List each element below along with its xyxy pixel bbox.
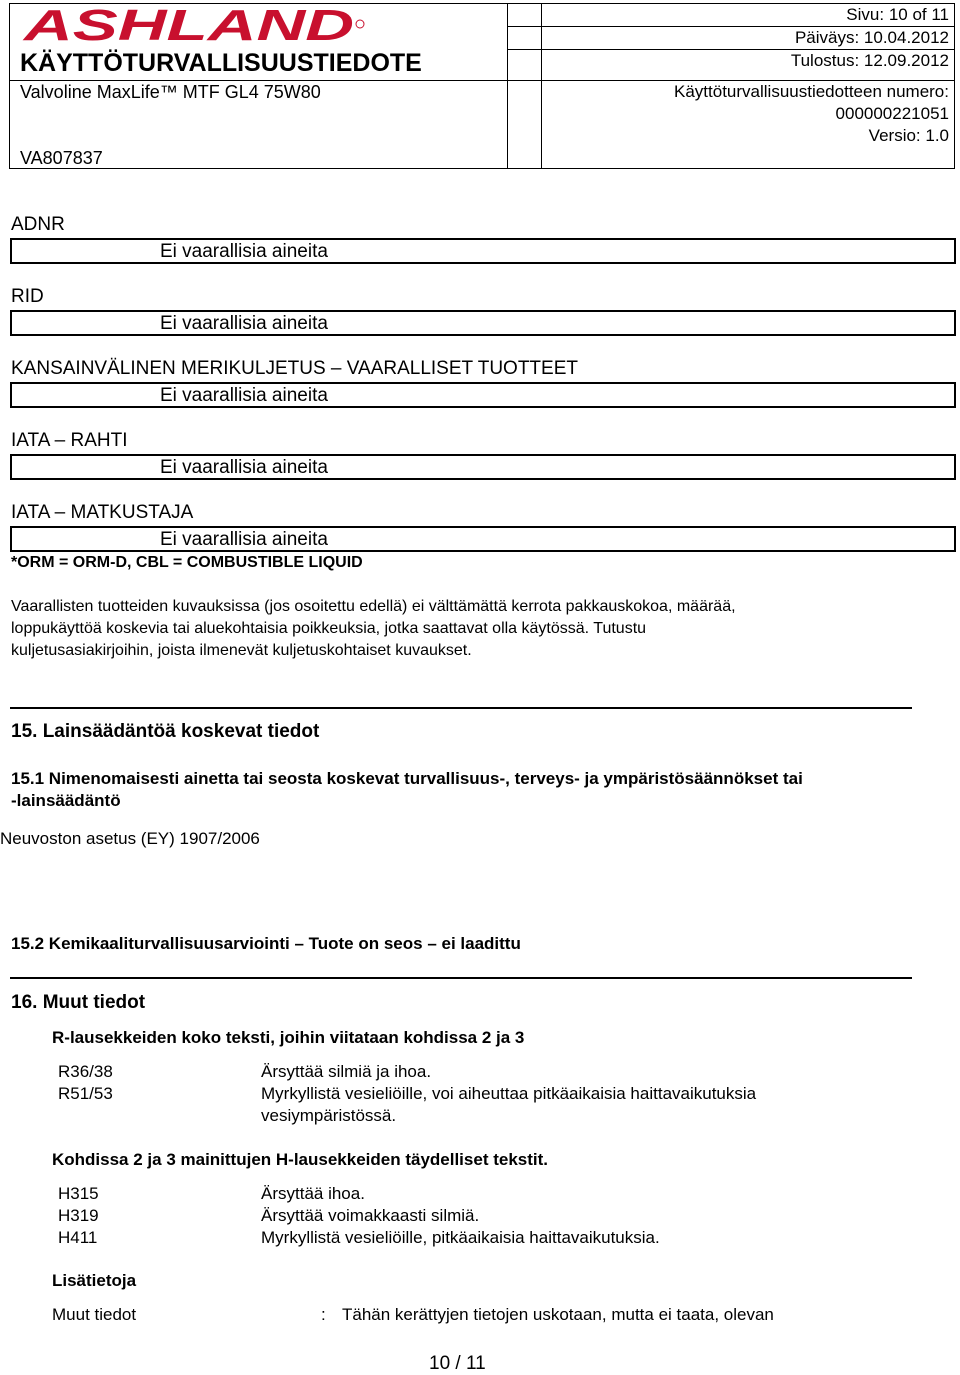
section15-1-heading-line1: 15.1 Nimenomaisesti ainetta tai seosta koskevat turvallisuus-, terveys- ja ympäristösäännökset tai: [11, 769, 803, 788]
sds-number-label: Käyttöturvallisuustiedotteen numero:: [674, 82, 949, 101]
transport-box-iata-cargo: [10, 454, 956, 480]
section15-title: 15. Lainsäädäntöä koskevat tiedot: [11, 721, 320, 742]
transport-value: Ei vaarallisia aineita: [160, 529, 328, 550]
r-phrase-text: Ärsyttää silmiä ja ihoa.: [261, 1062, 432, 1081]
page-number-footer: 10 / 11: [429, 1353, 486, 1374]
r-phrase-text-cont: vesiympäristössä.: [261, 1106, 397, 1125]
sds-number: 000000221051: [835, 104, 949, 123]
header-divider-1: [507, 3, 508, 169]
h-phrases-heading: Kohdissa 2 ja 3 mainittujen H-lausekkeiden täydelliset tekstit.: [52, 1150, 548, 1169]
r-phrase-code: R36/38: [58, 1062, 113, 1081]
doc-title: KÄYTTÖTURVALLISUUSTIEDOTE: [20, 49, 422, 77]
h-phrase-text: Ärsyttää ihoa.: [261, 1184, 365, 1203]
orm-note: *ORM = ORM-D, CBL = COMBUSTIBLE LIQUID: [11, 554, 363, 571]
section15-1-heading-line2: -lainsäädäntö: [11, 791, 121, 810]
h-phrase-code: H315: [58, 1184, 99, 1203]
logo-text: ASHLAND: [22, 4, 355, 44]
header-hline-3: [9, 80, 955, 81]
section-rule-16: [10, 977, 912, 979]
other-info-label: Muut tiedot: [52, 1305, 137, 1324]
r-phrase-code: R51/53: [58, 1084, 113, 1103]
transport-box-adnr: [10, 238, 956, 264]
section16-title: 16. Muut tiedot: [11, 992, 146, 1013]
transport-label-imdg: KANSAINVÄLINEN MERIKULJETUS – VAARALLISET TUOTTEET: [11, 358, 578, 379]
transport-label-rid: RID: [11, 286, 44, 307]
h-phrase-text: Ärsyttää voimakkaasti silmiä.: [261, 1206, 480, 1225]
transport-label-iata-cargo: IATA – RAHTI: [11, 430, 128, 451]
other-info-colon: :: [321, 1305, 326, 1324]
transport-box-rid: [10, 310, 956, 336]
date: Päiväys: 10.04.2012: [794, 28, 949, 47]
section-rule-15: [10, 707, 912, 709]
h-phrase-code: H319: [58, 1206, 99, 1225]
transport-value: Ei vaarallisia aineita: [160, 313, 328, 334]
ashland-logo: [22, 4, 367, 44]
transport-value: Ei vaarallisia aineita: [160, 241, 328, 262]
header-hline-2: [507, 49, 955, 50]
h-phrase-text: Myrkyllistä vesieliöille, pitkäaikaisia haittavaikutuksia.: [261, 1228, 660, 1247]
transport-box-iata-passenger: [10, 526, 956, 552]
section15-2-heading: 15.2 Kemikaaliturvallisuusarviointi – Tuote on seos – ei laadittu: [11, 934, 521, 953]
transport-value: Ei vaarallisia aineita: [160, 385, 328, 406]
other-info-text: Tähän kerättyjen tietojen uskotaan, mutta ei taata, olevan: [342, 1305, 774, 1324]
product-code: VA807837: [20, 148, 103, 168]
transport-label-adnr: ADNR: [11, 214, 65, 235]
transport-note-line2: loppukäyttöä koskevia tai aluekohtaisia poikkeuksia, jotka saattavat olla käytössä. Tutustu: [11, 620, 647, 637]
version: Versio: 1.0: [868, 126, 949, 145]
header-divider-2: [541, 3, 542, 169]
transport-box-imdg: [10, 382, 956, 408]
product-name: Valvoline MaxLife™ MTF GL4 75W80: [20, 82, 321, 102]
transport-value: Ei vaarallisia aineita: [160, 457, 328, 478]
transport-note-line1: Vaarallisten tuotteiden kuvauksissa (jos osoitettu edellä) ei välttämättä kerrota pakkauskokoa, määrää,: [11, 598, 736, 615]
transport-note-line3: kuljetusasiakirjoihin, joista ilmenevät kuljetuskohtaiset kuvaukset.: [11, 642, 472, 659]
h-phrase-code: H411: [58, 1228, 98, 1247]
extra-info-heading: Lisätietoja: [52, 1271, 137, 1290]
r-phrases-heading: R-lausekkeiden koko teksti, joihin viitataan kohdissa 2 ja 3: [52, 1028, 525, 1047]
r-phrase-text: Myrkyllistä vesieliöille, voi aiheuttaa pitkäaikaisia haittavaikutuksia: [261, 1084, 757, 1103]
header-hline-1: [507, 26, 955, 27]
page-info: Sivu: 10 of 11: [846, 5, 949, 24]
print-date: Tulostus: 12.09.2012: [790, 51, 949, 70]
transport-label-iata-passenger: IATA – MATKUSTAJA: [11, 502, 194, 523]
regulation-text: Neuvoston asetus (EY) 1907/2006: [0, 829, 260, 848]
